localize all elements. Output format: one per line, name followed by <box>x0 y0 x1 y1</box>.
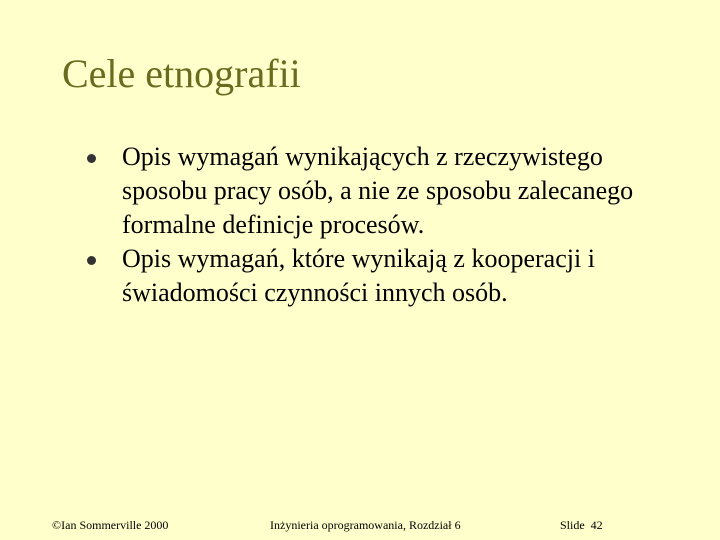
bullet-text: Opis wymagań wynikających z rzeczywistego sposobu pracy osób, a nie ze sposobu zalecanego formalne definicje procesów. <box>122 142 634 239</box>
slide-title: Cele etnografii <box>62 51 301 96</box>
bullet-dot-icon <box>87 154 96 163</box>
bullet-text: Opis wymagań, które wynikają z kooperacji i świadomości czynności innych osób. <box>122 244 595 307</box>
bullet-item <box>82 242 682 310</box>
footer-course: Inżynieria oprogramowania, Rozdział 6 <box>270 518 461 532</box>
footer-copyright: ©Ian Sommerville 2000 <box>52 518 169 532</box>
bullet-item <box>82 140 682 242</box>
footer-slide-number: Slide 42 <box>560 518 603 532</box>
bullet-list <box>82 140 682 310</box>
bullet-dot-icon <box>87 256 96 265</box>
